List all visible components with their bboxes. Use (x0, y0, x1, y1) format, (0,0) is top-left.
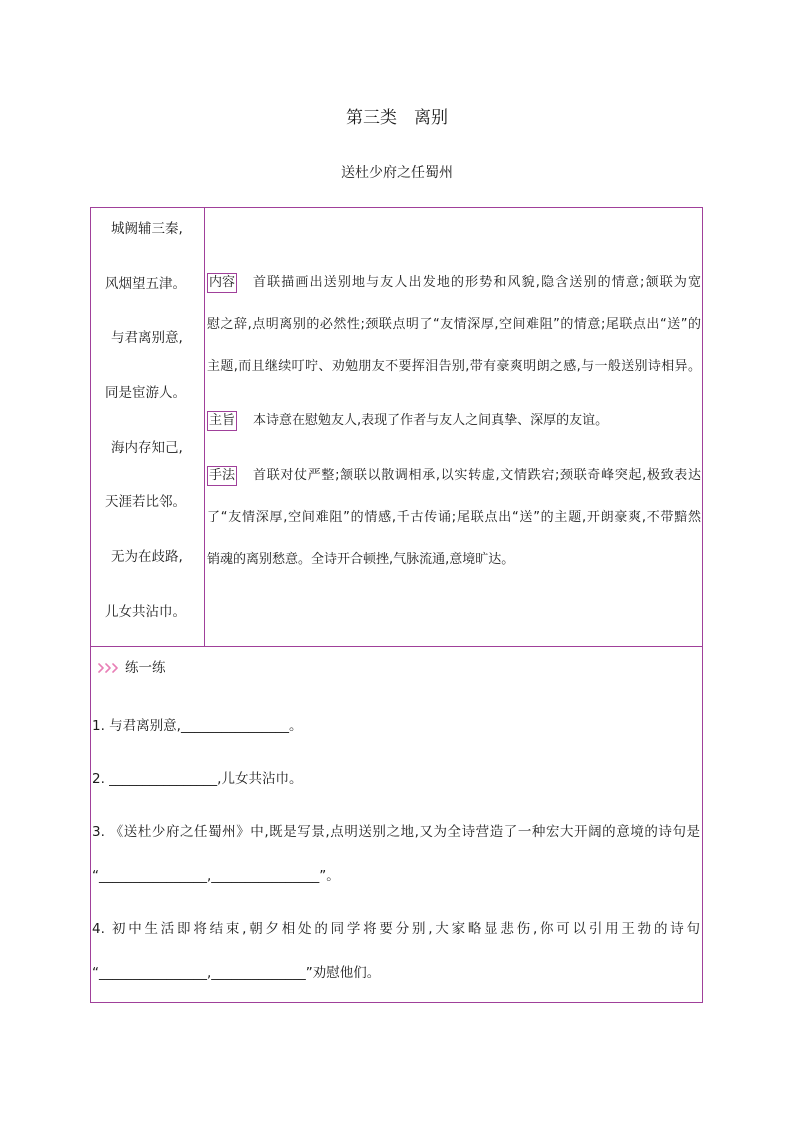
paragraph-line (207, 400, 701, 442)
poem-table (90, 207, 703, 1003)
paragraph-line: 了“友情深厚,空间难阻”的情感,千古传诵;尾联点出“送”的主题,开朗豪爽,不带黯然 (207, 510, 701, 525)
section-title: 第三类 离别 (346, 108, 448, 128)
content-label: 内容 (207, 273, 237, 293)
poem-line: 与君离别意, (111, 330, 183, 347)
poem-line: 风烟望五津。 (105, 275, 186, 292)
content-paragraph (207, 262, 701, 388)
question-line: 4. 初中生活即将结束,朝夕相处的同学将要分别,大家略显悲伤,你可以引用王勃的诗句 (92, 921, 700, 937)
poem-line: 海内存知己, (111, 439, 183, 456)
poem-lines (91, 208, 204, 640)
paragraph-line (207, 455, 701, 497)
poem-analysis-row (91, 208, 702, 647)
theme-paragraph (207, 400, 701, 442)
poem-line: 儿女共沾巾。 (105, 603, 186, 620)
paragraph-text: 首联描画出送别地与友人出发地的形势和风貌,隐含送别的情意;颔联为宽 (253, 275, 701, 290)
paragraph-line: 主题,而且继续叮咛、劝勉朋友不要挥泪告别,带有豪爽明朗之感,与一般送别诗相异。 (207, 359, 701, 374)
question-line: 2. ________________,儿女共沾巾。 (92, 771, 303, 787)
question-line: 1. 与君离别意,________________。 (92, 718, 303, 734)
poem-text-cell (91, 208, 205, 646)
paragraph-line: 销魂的离别愁意。全诗开合顿挫,气脉流通,意境旷达。 (207, 552, 515, 567)
paragraph-text: 首联对仗严整;颔联以散调相承,以实转虚,文情跌宕;颈联奇峰突起,极致表达 (253, 468, 701, 483)
technique-label: 手法 (207, 466, 237, 486)
practice-header (92, 646, 700, 690)
chevrons-right-icon (97, 663, 119, 673)
poem-line: 天涯若比邻。 (105, 494, 186, 511)
question-2 (92, 757, 700, 801)
paragraph-text: 本诗意在慰勉友人,表现了作者与友人之间真挚、深厚的友谊。 (253, 413, 609, 428)
paragraph-line (207, 262, 701, 304)
question-3 (92, 810, 700, 898)
question-answer-line: “________________,________________”。 (92, 868, 340, 884)
poem-line: 同是宦游人。 (105, 385, 186, 402)
practice-section (91, 646, 702, 995)
poem-title: 送杜少府之任蜀州 (341, 165, 453, 181)
question-line: 3. 《送杜少府之任蜀州》中,既是写景,点明送别之地,又为全诗营造了一种宏大开阔的意境的诗句是 (92, 824, 700, 840)
technique-paragraph (207, 455, 701, 581)
question-4 (92, 907, 700, 995)
theme-label: 主旨 (207, 411, 237, 431)
paragraph-line: 慰之辞,点明离别的必然性;颈联点明了“友情深厚,空间难阻”的情意;尾联点出“送”的 (207, 317, 701, 332)
poem-line: 城阙辅三秦, (111, 221, 183, 237)
practice-heading: 练一练 (125, 660, 166, 676)
poem-line: 无为在歧路, (111, 549, 183, 566)
question-answer-line: “________________,______________”劝慰他们。 (92, 965, 381, 981)
question-1 (92, 704, 700, 748)
analysis-cell (205, 208, 702, 646)
